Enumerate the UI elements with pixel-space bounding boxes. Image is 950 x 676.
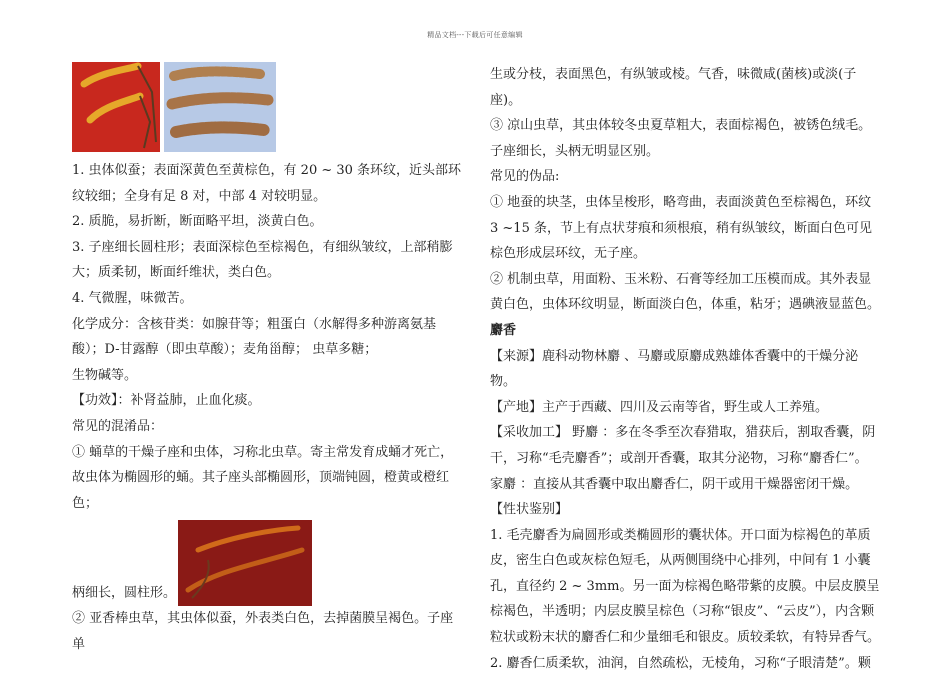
- paragraph: 生或分枝，表面黑色，有纵皱或棱。气香，味微咸(菌核)或淡(子座)。: [490, 67, 857, 108]
- paragraph: 【采收加工】 野麝 ：多在冬季至次春猎取，猎获后，割取香囊，阴干，习称“毛壳麝香”；或剖开香囊，取其分泌物，习称“麝香仁”。家麝 ：直接从其香囊中取出麝香仁，阴干或用干燥器密闭干燥。: [490, 425, 876, 492]
- north-cordyceps-photo: [178, 520, 312, 606]
- paragraph: 【产地】主产于西藏、四川及云南等省，野生或人工养殖。: [490, 399, 829, 415]
- paragraph: 化学成分：含核苷类：如腺苷等；粗蛋白（水解得多种游离氨基酸）；D-甘露醇（即虫草酸）；麦角甾醇； 虫草多糖；: [72, 316, 437, 358]
- cordyceps-photo-red: [72, 62, 160, 152]
- paragraph: ② 机制虫草，用面粉、玉米粉、石膏等经加工压模而成。其外表显黄白色，虫体环纹明显，断面淡白色，体重，粘牙；遇碘液显蓝色。: [490, 271, 881, 313]
- paragraph: 【功效】：补肾益肺，止血化痰。: [72, 393, 261, 409]
- paragraph-text: 柄细长，圆柱形。: [72, 585, 177, 601]
- paragraph: 4. 气微腥，味微苦。: [72, 290, 193, 306]
- paragraph: 常见的混淆品：: [72, 418, 164, 434]
- cordyceps-larvae-photo: [164, 62, 276, 152]
- paragraph: 2. 质脆，易折断，断面略平坦，淡黄白色。: [72, 214, 323, 230]
- paragraph: 1. 毛壳麝香为扁圆形或类椭圆形的囊状体。开口面为棕褐色的革质皮，密生白色或灰棕色短毛，从两侧围绕中心排列，中间有 1 小囊孔，直径约 2 ~ 3mm。另一面为棕褐色略带紫的皮膜。中层皮膜呈棕褐色，半透明；内层皮膜呈棕色（习称“银皮”、“云皮”），内含颗粒状或粉末状的麝香仁和少量细毛和银皮。质较柔软，有特异香气。: [490, 527, 881, 646]
- paragraph: 【性状鉴别】: [490, 502, 569, 518]
- paragraph-with-image: [72, 520, 464, 606]
- paragraph: 3. 子座细长圆柱形；表面深棕色至棕褐色，有细纵皱纹，上部稍膨大；质柔韧，断面纤维状，类白色。: [72, 239, 453, 281]
- paragraph: 2. 麝香仁质柔软，油润，自然疏松，无棱角，习称“子眼清楚”。颗: [490, 655, 871, 671]
- section-heading: 麝香: [490, 322, 517, 338]
- paragraph: ③ 凉山虫草，其虫体较冬虫夏草粗大，表面棕褐色，被锈色绒毛。子座细长，头柄无明显区别。: [490, 118, 872, 159]
- top-image-group: [72, 62, 464, 154]
- paragraph: ① 蛹草的干燥子座和虫体，习称北虫草。寄主常发育成蛹才死亡，故虫体为椭圆形的蛹。其子座头部椭圆形，顶端钝圆，橙黄或橙红色；: [72, 444, 454, 511]
- paragraph: ① 地蚕的块茎，虫体呈梭形，略弯曲，表面淡黄色至棕褐色，环纹 3 ~15 条，节上有点状芽痕和须根痕，稍有纵皱纹，断面白色可见棕色形成层环纹，无子座。: [490, 194, 872, 262]
- left-column: [72, 62, 464, 658]
- paragraph: ② 亚香棒虫草，其虫体似蚕，外表类白色，去掉菌膜呈褐色。子座单: [72, 611, 454, 652]
- paragraph: 【来源】鹿科动物林麝 、马麝或原麝成熟雄体香囊中的干燥分泌物。: [490, 348, 859, 390]
- paragraph: 常见的伪品:: [490, 169, 560, 185]
- right-column: [490, 62, 880, 676]
- paragraph: 生物碱等。: [72, 367, 138, 383]
- page-header: 精品文档---下载后可任意编辑: [427, 31, 523, 39]
- paragraph: 1. 虫体似蚕；表面深黄色至黄棕色，有 20 ~ 30 条环纹，近头部环纹较细；全身有足 8 对，中部 4 对较明显。: [72, 163, 462, 204]
